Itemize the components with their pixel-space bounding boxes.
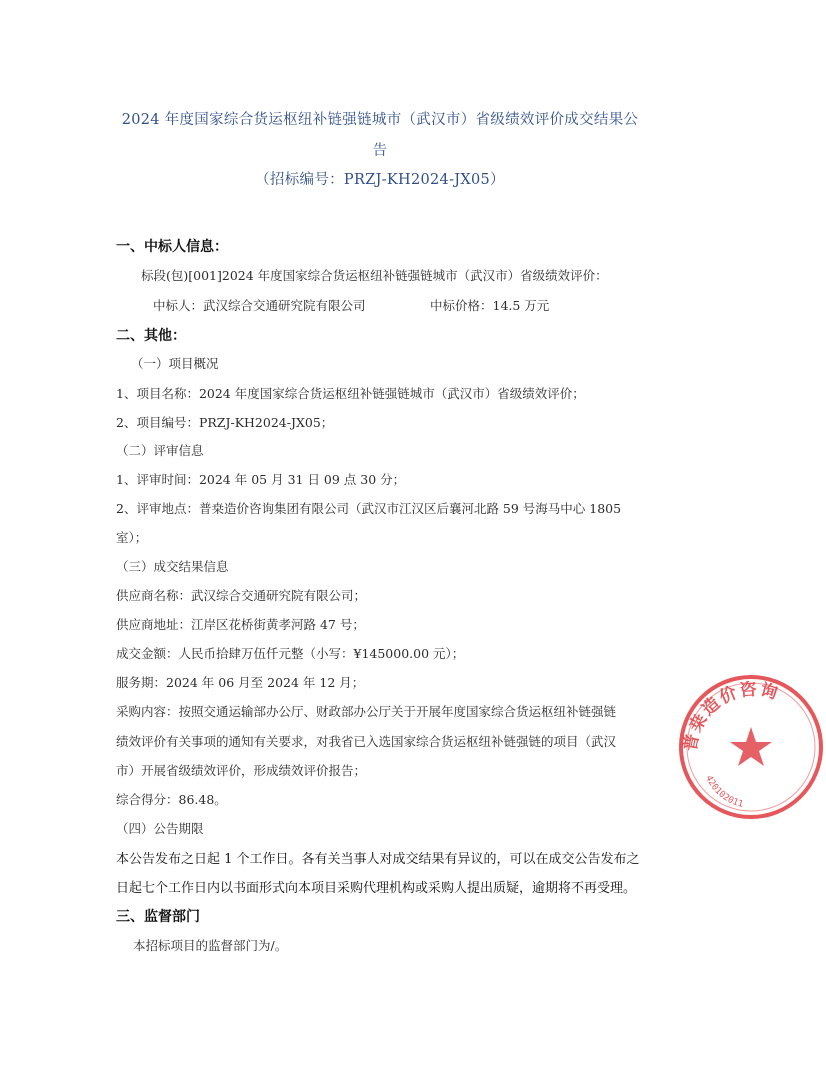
notice-text-line2: 日起七个工作日内以书面形式向本项目采购代理机构或采购人提出质疑，逾期将不再受理。	[116, 881, 637, 896]
project-name: 1、项目名称：2024 年度国家综合货运枢纽补链强链城市（武汉市）省级绩效评价；	[116, 386, 585, 401]
seal-code: 420102011	[703, 773, 745, 810]
subheading-notice-period: （四）公告期限	[116, 821, 204, 836]
subheading-review-info: （二）评审信息	[116, 443, 204, 458]
procurement-content-line3: 市）开展省级绩效评价，形成绩效评价报告；	[116, 763, 367, 778]
section-heading-supervision: 三、监督部门	[116, 909, 200, 925]
winning-price: 中标价格：14.5 万元	[430, 298, 550, 313]
service-period: 服务期：2024 年 06 月至 2024 年 12 月；	[116, 675, 365, 690]
review-time: 1、评审时间：2024 年 05 月 31 日 09 点 30 分；	[116, 472, 406, 487]
section-heading-winner: 一、中标人信息：	[116, 239, 228, 255]
supplier-name: 供应商名称：武汉综合交通研究院有限公司；	[116, 588, 367, 603]
winner-name: 中标人：武汉综合交通研究院有限公司	[153, 298, 366, 313]
document-title-line1: 2024 年度国家综合货运枢纽补链强链城市（武汉市）省级绩效评价成交结果公	[121, 112, 639, 128]
section-heading-other: 二、其他：	[116, 328, 186, 344]
overall-score: 综合得分：86.48。	[116, 792, 227, 807]
subheading-result-info: （三）成交结果信息	[116, 559, 229, 574]
lot-description: 标段(包)[001]2024 年度国家综合货运枢纽补链强链城市（武汉市）省级绩效评价：	[141, 268, 608, 283]
seal-star-icon	[730, 727, 772, 766]
seal-text: 普桒造价咨询	[680, 679, 782, 753]
supplier-address: 供应商地址：江岸区花桥街黄孝河路 47 号；	[116, 617, 365, 632]
company-seal	[676, 672, 826, 822]
document-title-line2: 告	[372, 143, 388, 159]
deal-amount: 成交金额：人民币拾肆万伍仟元整（小写：¥145000.00 元）；	[116, 646, 465, 661]
procurement-content-line2: 绩效评价有关事项的通知有关要求，对我省已入选国家综合货运枢纽补链强链的项目（武汉	[116, 734, 617, 749]
procurement-content-line1: 采购内容：按照交通运输部办公厅、财政部办公厅关于开展年度国家综合货运枢纽补链强链	[116, 704, 617, 719]
notice-text-line1: 本公告发布之日起 1 个工作日。各有关当事人对成交结果有异议的，可以在成交公告发布之	[116, 852, 640, 867]
review-place-line1: 2、评审地点：普桒造价咨询集团有限公司（武汉市江汉区后襄河北路 59 号海马中心 1805	[116, 501, 622, 516]
subheading-project-overview: （一）项目概况	[131, 356, 219, 371]
supervision-text: 本招标项目的监督部门为/。	[133, 938, 288, 953]
project-number: 2、项目编号：PRZJ-KH2024-JX05；	[116, 415, 334, 430]
review-place-line2: 室）；	[116, 530, 148, 545]
tender-number: （招标编号：PRZJ-KH2024-JX05）	[255, 172, 505, 188]
